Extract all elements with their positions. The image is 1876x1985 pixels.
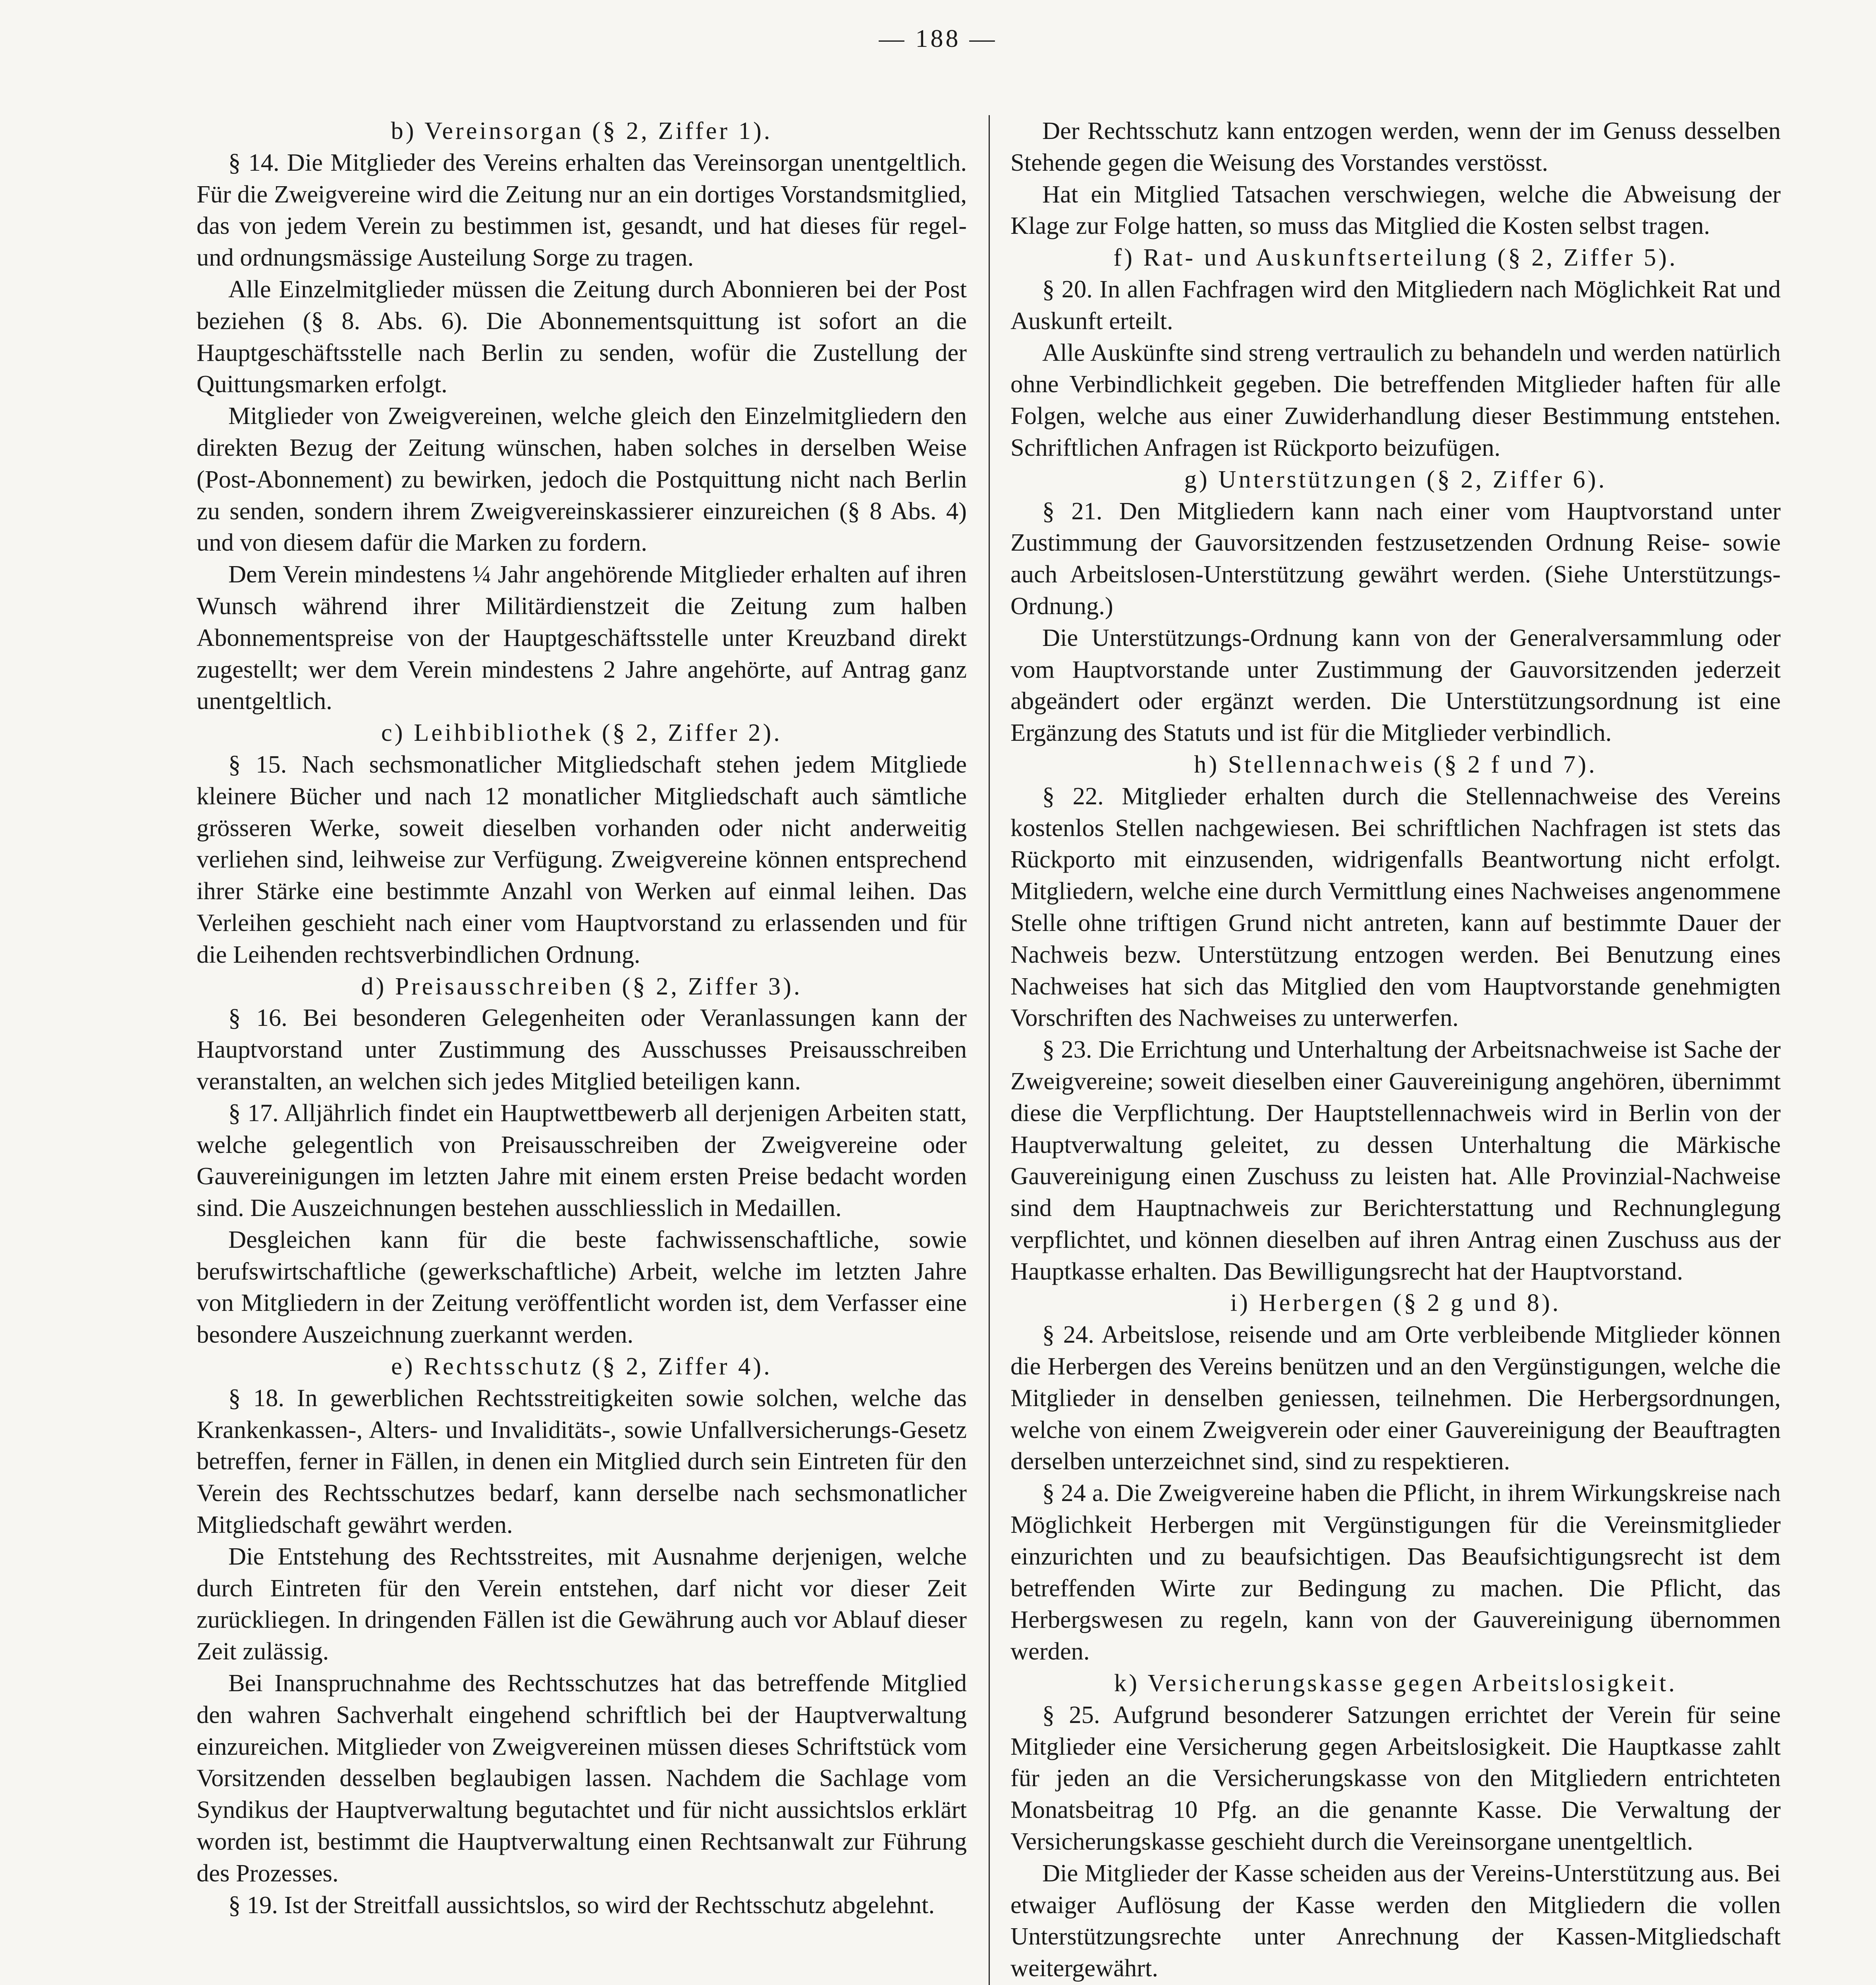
paragraph: § 24. Arbeitslose, reisende und am Orte verbleibende Mitglieder können die Herbergen des Vereins benützen und an den Vergünstigungen, welche die Mitglieder in denselben geniessen, teilnehmen. Die Herbergsordnungen, welche von einem Zweigverein oder einer Gauvereinigung der Beauftragten derselben unterzeichnet sind, sind zu respektieren. <box>1010 1320 1781 1475</box>
paragraph: Alle Einzelmitglieder müssen die Zeitung durch Abonnieren bei der Post beziehen (§ 8. Abs. 6). Die Abonnementsquittung ist sofort an die Hauptgeschäftsstelle nach Berlin zu senden, wofür die Zustellung der Quittungsmarken erfolgt. <box>197 275 967 398</box>
section-heading: k) Versicherungskasse gegen Arbeitslosigkeit. <box>1114 1669 1677 1697</box>
paragraph: § 17. Alljährlich findet ein Hauptwettbewerb all derjenigen Arbeiten statt, welche gelegentlich von Preisausschreiben der Zweigvereine oder Gauvereinigungen im letzten Jahre mit einem ersten Preise bedacht worden sind. Die Auszeichnungen bestehen ausschliesslich in Medaillen. <box>197 1098 967 1222</box>
paragraph: Dem Verein mindestens ¼ Jahr angehörende Mitglieder erhalten auf ihren Wunsch während ihrer Militärdienstzeit die Zeitung zum halben Abonnementspreise von der Hauptgeschäftsstelle unter Kreuzband direkt zugestellt; wer dem Verein mindestens 2 Jahre angehörte, auf Antrag ganz unentgeltlich. <box>197 560 967 715</box>
paragraph: Die Unterstützungs-Ordnung kann von der Generalversammlung oder vom Hauptvorstande unter Zustimmung der Gauvorsitzenden jederzeit abgeändert oder ergänzt werden. Die Unterstützungsordnung ist eine Ergänzung des Statuts und ist für die Mitglieder verbindlich. <box>1010 623 1781 747</box>
paragraph: Hat ein Mitglied Tatsachen verschwiegen, welche die Abweisung der Klage zur Folge hatten, so muss das Mitglied die Kosten selbst tragen. <box>1010 180 1781 240</box>
paragraph: § 22. Mitglieder erhalten durch die Stellennachweise des Vereins kostenlos Stellen nachgewiesen. Bei schriftlichen Nachfragen ist stets das Rückporto mit einzusenden, widrigenfalls Beantwortung nicht erfolgt. Mitgliedern, welche eine durch Vermittlung eines Nachweises angenommene Stelle ohne triftigen Grund nicht antreten, kann auf bestimmte Dauer der Nachweis bezw. Unterstützung entzogen werden. Bei Benutzung eines Nachweises hat sich das Mitglied den vom Hauptvorstande genehmigten Vorschriften des Nachweises zu unterwerfen. <box>1010 782 1781 1032</box>
paragraph: Die Entstehung des Rechtsstreites, mit Ausnahme derjenigen, welche durch Eintreten für den Verein entstehen, darf nicht vor dieser Zeit zurückliegen. In dringenden Fällen ist die Gewährung auch vor Ablauf dieser Zeit zulässig. <box>197 1542 967 1665</box>
paragraph: Die Mitglieder der Kasse scheiden aus der Vereins-Unterstützung aus. Bei etwaiger Auflösung der Kasse werden den Mitgliedern die vollen Unterstützungsrechte unter Anrechnung der Kassen-Mitgliedschaft weitergewährt. <box>1010 1859 1781 1982</box>
section-heading: d) Preisausschreiben (§ 2, Ziffer 3). <box>361 972 802 1000</box>
paragraph: § 18. In gewerblichen Rechtsstreitigkeiten sowie solchen, welche das Krankenkassen-, Alters- und Invaliditäts-, sowie Unfallversicherungs-Gesetz betreffen, ferner in Fällen, in denen ein Mitglied durch sein Eintreten für den Verein des Rechtsschutzes bedarf, kann derselbe nach sechsmonatlicher Mitgliedschaft gewährt werden. <box>197 1384 967 1539</box>
paragraph: Alle Auskünfte sind streng vertraulich zu behandeln und werden natürlich ohne Verbindlichkeit gegeben. Die betreffenden Mitglieder haften für alle Folgen, welche aus einer Zuwiderhandlung dieser Bestimmung entstehen. Schriftlichen Anfragen ist Rückporto beizufügen. <box>1010 338 1781 461</box>
paragraph: Mitglieder von Zweigvereinen, welche gleich den Einzelmitgliedern den direkten Bezug der Zeitung wünschen, haben solches in derselben Weise (Post-Abonnement) zu bewirken, jedoch die Postquittung nicht nach Berlin zu senden, sondern ihrem Zweigvereinskassierer einzureichen (§ 8 Abs. 4) und von diesem dafür die Marken zu fordern. <box>197 402 967 557</box>
paragraph: § 15. Nach sechsmonatlicher Mitgliedschaft stehen jedem Mitgliede kleinere Bücher und nach 12 monatlicher Mitgliedschaft auch sämtliche grösseren Werke, soweit dieselben vorhanden oder nicht anderweitig verliehen sind, leihweise zur Verfügung. Zweigvereine können entsprechend ihrer Stärke eine bestimmte Anzahl von Werken auf einmal leihen. Das Verleihen geschieht nach einer vom Hauptvorstand zu erlassenden und für die Leihenden rechtsverbindlichen Ordnung. <box>197 750 967 968</box>
right-column <box>1010 115 1781 1984</box>
section-heading: e) Rechtsschutz (§ 2, Ziffer 4). <box>391 1352 772 1380</box>
paragraph: Desgleichen kann für die beste fachwissenschaftliche, sowie berufswirtschaftliche (gewerkschaftliche) Arbeit, welche im letzten Jahre von Mitgliedern in der Zeitung veröffentlicht worden ist, dem Verfasser eine besondere Auszeichnung zuerkannt werden. <box>197 1225 967 1349</box>
paragraph: § 20. In allen Fachfragen wird den Mitgliedern nach Möglichkeit Rat und Auskunft erteilt. <box>1010 275 1781 335</box>
section-heading: c) Leihbibliothek (§ 2, Ziffer 2). <box>381 719 782 747</box>
section-heading: f) Rat- und Auskunftserteilung (§ 2, Ziffer 5). <box>1113 243 1678 272</box>
section-heading: g) Unterstützungen (§ 2, Ziffer 6). <box>1184 465 1607 493</box>
page-number: — 188 — <box>879 24 997 52</box>
paragraph: § 16. Bei besonderen Gelegenheiten oder Veranlassungen kann der Hauptvorstand unter Zustimmung des Ausschusses Preisausschreiben veranstalten, an welchen sich jedes Mitglied beteiligen kann. <box>197 1004 967 1095</box>
paragraph: § 21. Den Mitgliedern kann nach einer vom Hauptvorstand unter Zustimmung der Gauvorsitzenden festzusetzenden Ordnung Reise- sowie auch Arbeitslosen-Unterstützung gewährt werden. (Siehe Unterstützungs-Ordnung.) <box>1010 497 1781 620</box>
section-heading: b) Vereinsorgan (§ 2, Ziffer 1). <box>391 117 773 145</box>
paragraph: § 14. Die Mitglieder des Vereins erhalten das Vereinsorgan unentgeltlich. Für die Zweigvereine wird die Zeitung nur an ein dortiges Vorstandsmitglied, das von jedem Verein zu bestimmen ist, gesandt, und hat dieses für regel- und ordnungsmässige Austeilung Sorge zu tragen. <box>197 148 967 272</box>
paragraph: § 23. Die Errichtung und Unterhaltung der Arbeitsnachweise ist Sache der Zweigvereine; soweit dieselben einer Gauvereinigung angehören, übernimmt diese die Verpflichtung. Der Hauptstellennachweis wird in Berlin von der Hauptverwaltung geleitet, zu dessen Unterhaltung die Märkische Gauvereinigung einen Zuschuss zu leisten hat. Alle Provinzial-Nachweise sind dem Hauptnachweis zur Berichterstattung und Rechnunglegung verpflichtet, und können dieselben auf ihren Antrag einen Zuschuss aus der Hauptkasse erhalten. Das Bewilligungsrecht hat der Hauptvorstand. <box>1010 1035 1781 1285</box>
section-heading: i) Herbergen (§ 2 g und 8). <box>1230 1289 1561 1317</box>
paragraph: § 24 a. Die Zweigvereine haben die Pflicht, in ihrem Wirkungskreise nach Möglichkeit Herbergen mit Vergünstigungen für die Vereinsmitglieder einzurichten und zu beaufsichtigen. Das Beaufsichtigungsrecht ist dem betreffenden Wirte zur Bedingung zu machen. Die Pflicht, das Herbergswesen zu regeln, kann von der Gauvereinigung übernommen werden. <box>1010 1479 1781 1665</box>
paragraph: Bei Inanspruchnahme des Rechtsschutzes hat das betreffende Mitglied den wahren Sachverhalt eingehend schriftlich bei der Hauptverwaltung einzureichen. Mitglieder von Zweigvereinen müssen dieses Schriftstück vom Vorsitzenden desselben beglaubigen lassen. Nachdem die Sachlage vom Syndikus der Hauptverwaltung begutachtet und für nicht aussichtslos erklärt worden ist, bestimmt die Hauptverwaltung einen Rechtsanwalt zur Führung des Prozesses. <box>197 1669 967 1887</box>
paragraph: § 25. Aufgrund besonderer Satzungen errichtet der Verein für seine Mitglieder eine Versicherung gegen Arbeitslosigkeit. Die Hauptkasse zahlt für jeden an die Versicherungskasse von den Mitgliedern entrichteten Monatsbeitrag 10 Pfg. an die genannte Kasse. Die Verwaltung der Versicherungskasse geschieht durch die Vereinsorgane unentgeltlich. <box>1010 1700 1781 1856</box>
section-heading: h) Stellennachweis (§ 2 f und 7). <box>1194 750 1597 778</box>
column-divider <box>989 115 990 1985</box>
left-column <box>197 115 967 1921</box>
paragraph: § 19. Ist der Streitfall aussichtslos, so wird der Rechtsschutz abgelehnt. <box>228 1891 935 1919</box>
paragraph: Der Rechtsschutz kann entzogen werden, wenn der im Genuss desselben Stehende gegen die Weisung des Vorstandes verstösst. <box>1010 117 1781 176</box>
